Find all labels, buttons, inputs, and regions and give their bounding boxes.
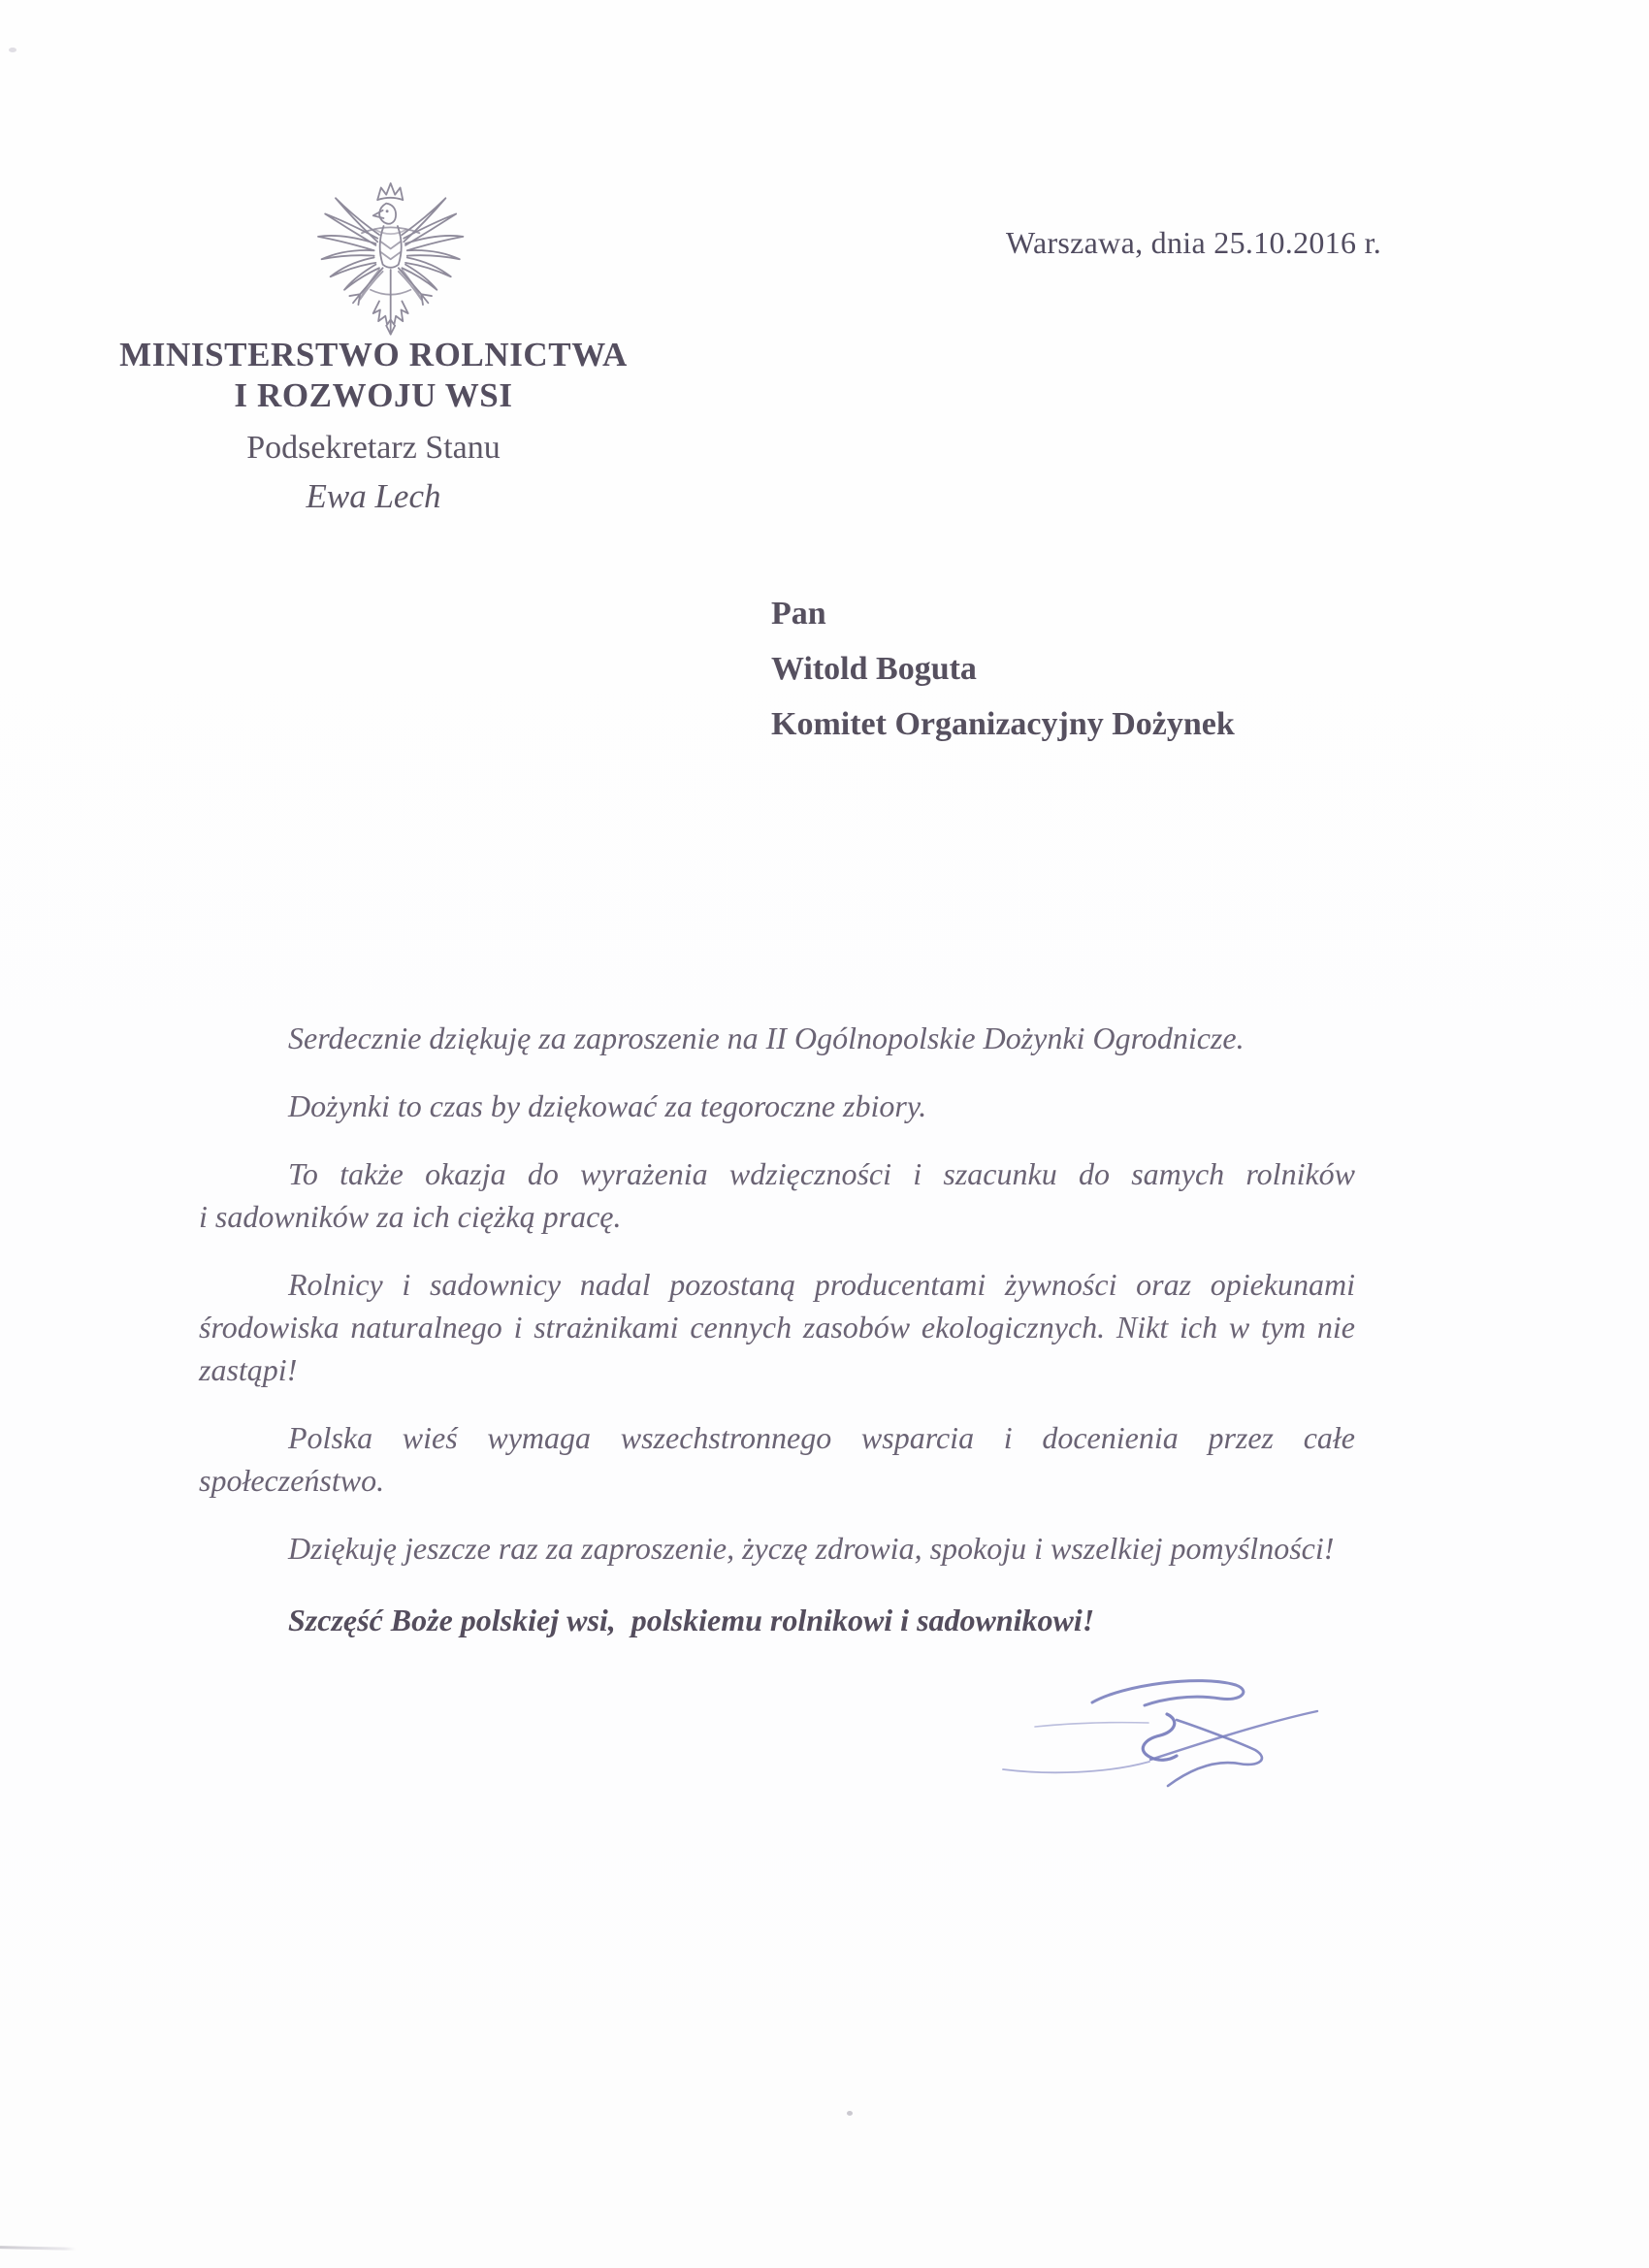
body-line: Dożynki to czas by dziękować za tegoroczne zbiory. bbox=[288, 1088, 927, 1123]
body-line: i sadowników za ich ciężką pracę. bbox=[199, 1199, 622, 1234]
paragraph bbox=[199, 1527, 1355, 1570]
recipient-salutation: Pan bbox=[771, 596, 826, 632]
closing-blessing-paragraph bbox=[199, 1599, 1355, 1641]
recipient-name: Witold Boguta bbox=[771, 651, 977, 687]
body-line: społeczeństwo. bbox=[199, 1463, 385, 1498]
date-line: Warszawa, dnia 25.10.2016 r. bbox=[1006, 225, 1382, 260]
paragraph bbox=[199, 1017, 1355, 1059]
body-line: Dziękuję jeszcze raz za zaproszenie, życzę zdrowia, spokoju i wszelkiej pomyślności! bbox=[288, 1531, 1335, 1566]
body-line: Serdecznie dziękuję za zaproszenie na II Ogólnopolskie Dożynki Ogrodnicze. bbox=[288, 1021, 1245, 1055]
closing-blessing-line: Szczęść Boże polskiej wsi, polskiemu rolnikowi i sadownikowi! bbox=[288, 1603, 1095, 1637]
letter-body bbox=[199, 1017, 1355, 1641]
sender-name: Ewa Lech bbox=[306, 477, 441, 515]
paragraph bbox=[199, 1085, 1355, 1127]
coat-of-arms-eagle-icon bbox=[309, 171, 467, 343]
paragraph bbox=[199, 1416, 1355, 1502]
ministry-name-line2: I ROZWOJU WSI bbox=[234, 376, 513, 414]
sender-title: Podsekretarz Stanu bbox=[246, 430, 501, 466]
paragraph bbox=[199, 1152, 1355, 1238]
body-line: środowiska naturalnego i strażnikami cennych zasobów ekologicznych. Nikt ich w tym nie bbox=[199, 1310, 1355, 1345]
handwritten-signature bbox=[991, 1671, 1360, 1807]
body-line: Polska wieś wymaga wszechstronnego wsparcia i docenienia przez całe bbox=[288, 1420, 1355, 1455]
scan-speck bbox=[9, 48, 16, 52]
ministry-name-line1: MINISTERSTWO ROLNICTWA bbox=[119, 336, 628, 373]
scan-edge-artifact bbox=[0, 2246, 76, 2251]
body-line: To także okazja do wyrażenia wdzięczności i szacunku do samych rolników bbox=[288, 1156, 1355, 1191]
recipient-block bbox=[771, 586, 1235, 752]
paragraph bbox=[199, 1263, 1355, 1391]
letterhead bbox=[82, 335, 664, 517]
body-line: zastąpi! bbox=[199, 1352, 298, 1387]
body-line: Rolnicy i sadownicy nadal pozostaną producentami żywności oraz opiekunami bbox=[288, 1267, 1355, 1302]
recipient-organization: Komitet Organizacyjny Dożynek bbox=[771, 706, 1235, 742]
scan-speck bbox=[847, 2111, 853, 2116]
